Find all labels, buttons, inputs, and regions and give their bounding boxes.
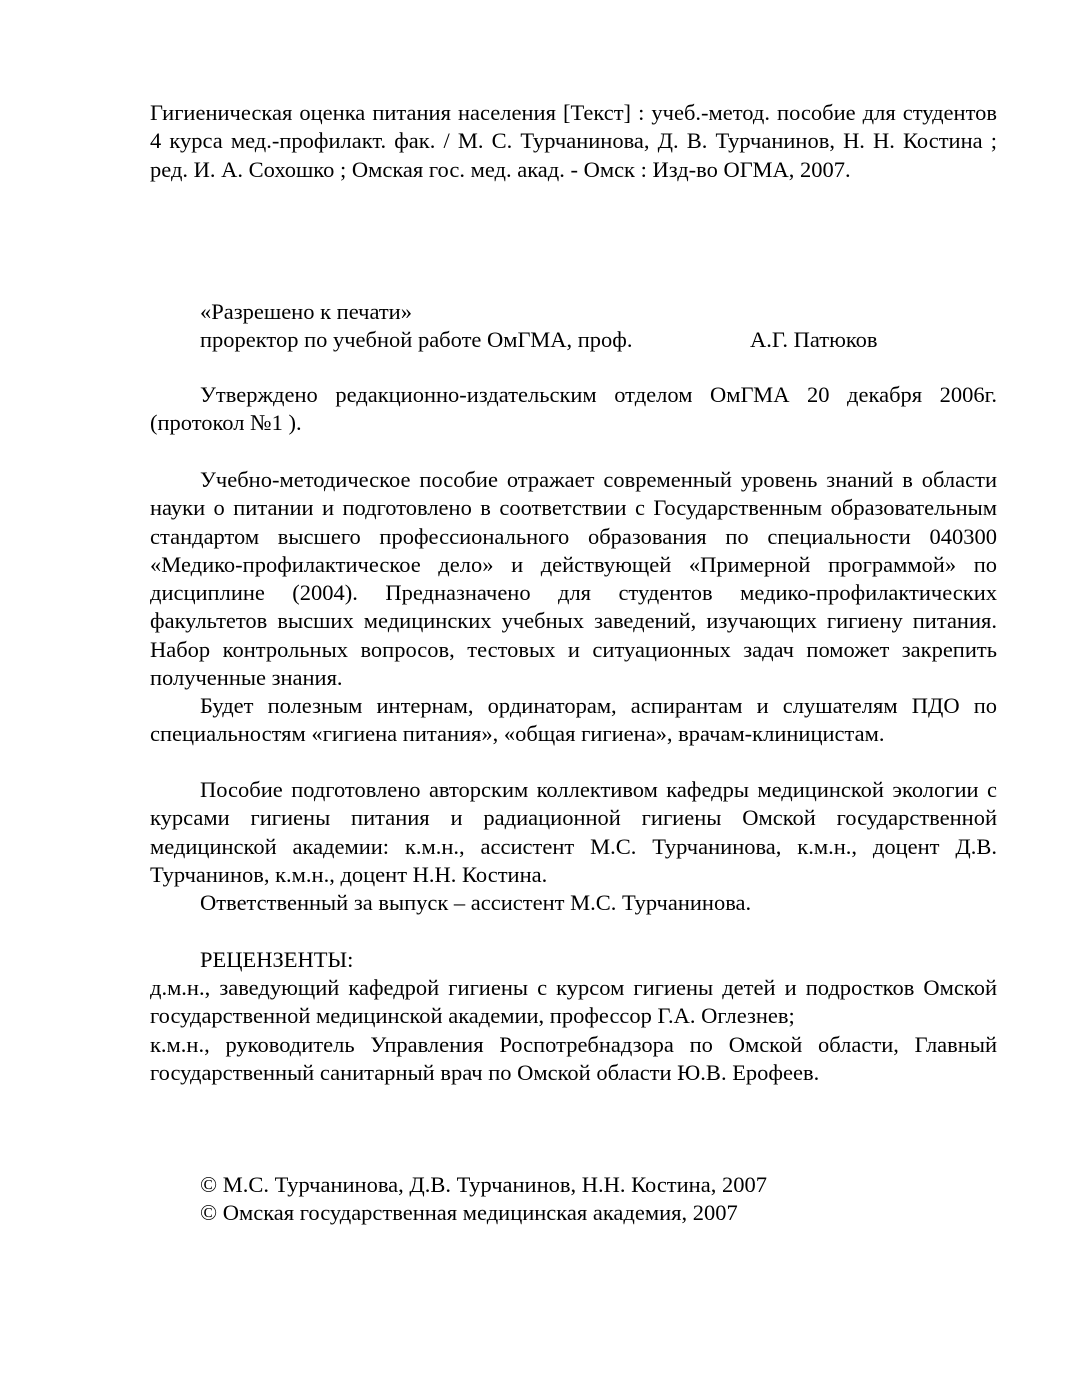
print-approval-signer: А.Г. Патюков bbox=[750, 327, 878, 352]
copyright-line: © М.С. Турчанинова, Д.В. Турчанинов, Н.Н. Костина, 2007 bbox=[200, 1172, 767, 1197]
print-approval-position: проректор по учебной работе ОмГМА, проф. bbox=[200, 327, 633, 352]
annotation-paragraph: Учебно-методическое пособие отражает современный уровень знаний в области науки о питании и подготовлено в соответствии с Государственным образовательным стандартом высшего профессионального образования по специальности 040300 «Медико-профилактическое дело» и действующей «Примерной программой» по дисциплине (2004). Предназначено для студентов медико-профилактических факультетов высших медицинских учебных заведений, изучающих гигиену питания. Набор контрольных вопросов, тестовых и ситуационных задач поможет закрепить полученные знания. bbox=[150, 467, 997, 691]
reviewer-entry: к.м.н., руководитель Управления Роспотребнадзора по Омской области, Главный государственный санитарный врач по Омской области Ю.В. Ерофеев. bbox=[150, 1032, 997, 1086]
copyright-line: © Омская государственная медицинская академия, 2007 bbox=[200, 1200, 738, 1225]
print-approval-heading: «Разрешено к печати» bbox=[200, 299, 412, 324]
authors-paragraph: Пособие подготовлено авторским коллективом кафедры медицинской экологии с курсами гигиены питания и радиационной гигиены Омской государственной медицинской академии: к.м.н., ассистент М.С. Турчанинова, к.м.н., доцент Д.В. Турчанинов, к.м.н., доцент Н.Н. Костина. bbox=[150, 777, 997, 887]
reviewer-entry: д.м.н., заведующий кафедрой гигиены с курсом гигиены детей и подростков Омской государственной медицинской академии, профессор Г.А. Оглезнев; bbox=[150, 975, 997, 1029]
annotation-paragraph: Будет полезным интернам, ординаторам, аспирантам и слушателям ПДО по специальностям «гигиена питания», «общая гигиена», врачам-клиницистам. bbox=[150, 693, 997, 747]
approval-statement: Утверждено редакционно-издательским отделом ОмГМА 20 декабря 2006г. (протокол №1 ). bbox=[150, 382, 997, 436]
responsible-editor: Ответственный за выпуск – ассистент М.С. Турчанинова. bbox=[200, 890, 752, 915]
reviewers-heading: РЕЦЕНЗЕНТЫ: bbox=[200, 947, 354, 972]
bibliographic-record: Гигиеническая оценка питания населения [Текст] : учеб.-метод. пособие для студентов 4 курса мед.-профилакт. фак. / М. С. Турчанинова, Д. В. Турчанинов, Н. Н. Костина ; ред. И. А. Сохошко ; Омская гос. мед. акад. - Омск : Изд-во ОГМА, 2007. bbox=[150, 100, 997, 182]
